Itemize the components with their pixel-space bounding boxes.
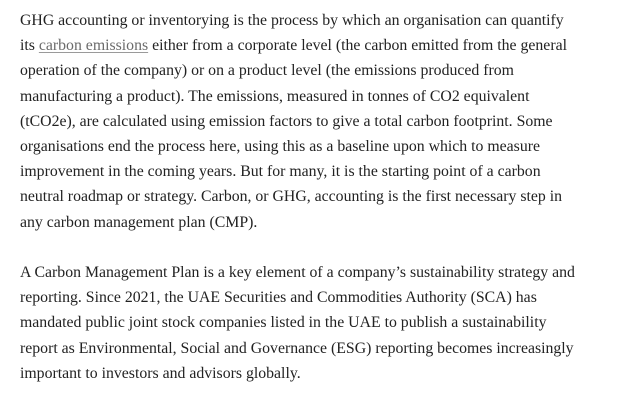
text-fragment: its (20, 37, 39, 55)
text-line: A Carbon Management Plan is a key element of a company’s sustainability strategy and (20, 264, 575, 282)
text-line: improvement in the coming years. But for many, it is the starting point of a carbon (20, 163, 541, 181)
text-line-with-link (20, 33, 620, 58)
text-line: neutral roadmap or strategy. Carbon, or GHG, accounting is the first necessary step in (20, 188, 563, 206)
text-line: GHG accounting or inventorying is the process by which an organisation can quantify (20, 12, 564, 29)
text-line: any carbon management plan (CMP). (20, 213, 258, 231)
carbon-emissions-link[interactable]: carbon emissions (38, 37, 149, 55)
text-line: reporting. Since 2021, the UAE Securities and Commodities Authority (SCA) has (20, 289, 537, 307)
text-line: important to investors and advisors globally. (20, 364, 301, 382)
text-line: report as Environmental, Social and Governance (ESG) reporting becomes increasingly (20, 339, 574, 357)
text-line: (tCO2e), are calculated using emission factors to give a total carbon footprint. Some (20, 112, 553, 130)
article-body (20, 8, 620, 386)
text-line: organisations end the process here, using this as a baseline upon which to measure (20, 138, 541, 156)
text-fragment: either from a corporate level (the carbon emitted from the general (148, 37, 567, 55)
text-line: manufacturing a product). The emissions, measured in tonnes of CO2 equivalent (20, 87, 530, 105)
paragraph-carbon-management-plan (20, 260, 620, 386)
text-line: mandated public joint stock companies listed in the UAE to publish a sustainability (20, 314, 547, 332)
paragraph-ghg-accounting (20, 8, 620, 235)
text-line: operation of the company) or on a product level (the emissions produced from (20, 62, 514, 80)
